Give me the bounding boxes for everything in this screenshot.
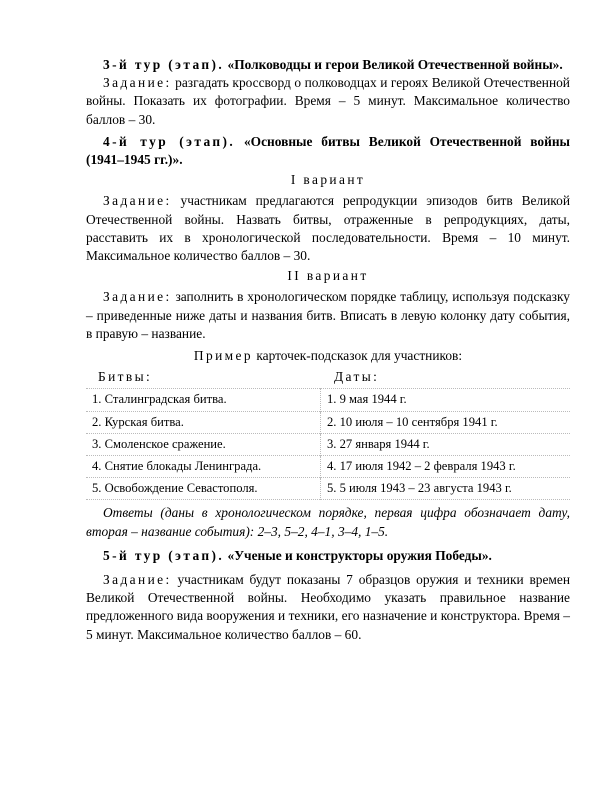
answers-paragraph <box>86 504 570 540</box>
round3-prefix: 3-й тур (этап). <box>103 57 225 72</box>
hint-table <box>86 388 570 500</box>
round5-prefix: 5-й тур (этап). <box>103 547 225 563</box>
battle-cell: 5. Освобождение Севастополя. <box>86 478 321 500</box>
variant1-task-text: участникам предлагаются репродукции эпизодов битв Великой Отечественной войны. Назвать битвы, отраженные в репродукциях, даты, расставить их в хронологической последовательности. Время – 10 минут. Максимальное количество баллов – 30. <box>86 193 570 264</box>
date-cell: 4. 17 июля 1942 – 2 февраля 1943 г. <box>327 459 516 474</box>
round4-title: «Основные битвы Великой Отечественной войны (1941–1945 гг.)». <box>86 133 570 168</box>
round3-title: «Полководцы и герои Великой Отечественной войны». <box>227 57 563 72</box>
variant1-task-label: Задание: <box>103 193 172 209</box>
table-row <box>86 456 570 478</box>
variant2-task <box>86 288 570 343</box>
answers-intro: Ответы (даны в хронологическом порядке, первая цифра обозначает дату, вторая – название события): <box>86 505 570 539</box>
col-dates-header: Даты: <box>334 369 380 385</box>
date-cell: 2. 10 июля – 10 сентября 1941 г. <box>327 414 498 429</box>
date-cell: 1. 9 мая 1944 г. <box>327 392 407 407</box>
round5-task-label: Задание: <box>103 572 172 588</box>
variant2-heading: II вариант <box>287 268 369 284</box>
battle-cell: 4. Снятие блокады Ленинграда. <box>86 456 321 478</box>
table-row <box>86 478 570 500</box>
battle-cell: 2. Курская битва. <box>86 411 321 433</box>
round5-task-text: участникам будут показаны 7 образцов оружия и техники времен Великой Отечественной войны. Необходимо указать правильное название предложенного вида вооружения и техники, его назначение и конструктора. Время – 5 минут. Максимальное количество баллов – 60. <box>86 572 570 642</box>
table-row <box>86 411 570 433</box>
round5-title: «Ученые и конструкторы оружия Победы». <box>227 547 492 563</box>
example-label: Пример <box>193 348 253 364</box>
table-row <box>86 389 570 411</box>
battle-cell: 3. Смоленское сражение. <box>86 433 321 455</box>
variant1-task <box>86 192 570 265</box>
example-heading <box>86 347 570 365</box>
variant2-task-label: Задание: <box>103 289 172 305</box>
example-text: карточек-подсказок для участников: <box>256 348 463 364</box>
variant1-heading: I вариант <box>290 172 366 188</box>
col-battles-header: Битвы: <box>98 369 153 385</box>
table-row <box>86 433 570 455</box>
round4-heading <box>86 133 570 169</box>
battle-cell: 1. Сталинградская битва. <box>86 389 321 411</box>
round5-task <box>86 571 570 644</box>
date-cell: 3. 27 января 1944 г. <box>327 436 430 451</box>
answers-values: 2–3, 5–2, 4–1, 3–4, 1–5. <box>257 523 389 539</box>
table-column-headers <box>86 368 570 386</box>
variant2-task-text: заполнить в хронологическом порядке таблицу, используя подсказку – приведенные ниже даты и названия битв. Вписать в левую колонку дату события, в правую – название. <box>86 289 570 341</box>
date-cell: 5. 5 июля 1943 – 23 августа 1943 г. <box>327 481 512 496</box>
round3-task-text: разгадать кроссворд о полководцах и героях Великой Отечественной войны. Показать их фотографии. Время – 5 минут. Максимальное количество баллов – 30. <box>86 75 570 127</box>
round5-heading <box>86 547 570 565</box>
round4-prefix: 4-й тур (этап). <box>103 133 236 149</box>
round3-task-label: Задание: <box>103 75 172 91</box>
round3-heading <box>86 56 570 74</box>
document-page <box>86 56 570 644</box>
round3-task <box>86 74 570 129</box>
